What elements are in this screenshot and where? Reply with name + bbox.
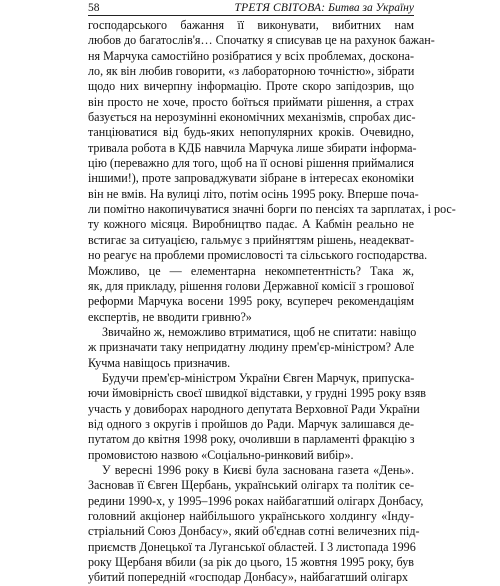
text-line: як, для прикладу, рішення голови Державної комісії з грошової (88, 278, 414, 293)
text-line: головний акціонер найбільшого українського холдингу «Інду- (88, 509, 414, 523)
text-line: Будучи прем'єр-міністром України Євген Марчук, припуска- (102, 370, 415, 385)
text-line: від одного з округів і пройшов до Ради. Марчук залишався де- (88, 416, 414, 431)
text-line: базується на нерозумінні економічних механізмів, спробах дис- (88, 110, 416, 125)
paragraph (88, 462, 424, 586)
running-head (235, 1, 414, 15)
text-line: приємств Донецької та Луганської областей. І 3 листопада 1996 (88, 539, 416, 554)
text-line: ли помітно накопичуватися значні борги по пенсіях та зарплатах, і рос- (88, 202, 456, 217)
body-text (88, 18, 456, 586)
text-line: стріальний Союз Донбасу», який об'єднав сотні величезних під- (88, 524, 420, 539)
text-line: ня Марчука самостійно розібратися у всіх проблемах, доскона- (88, 48, 414, 63)
text-line: встигає за ситуацією, гальмує з прийняттям рішень, неадекват- (88, 232, 414, 247)
text-line: щодо них вичерпну інформацію. Проте скоро запідозрив, що (88, 79, 414, 94)
text-line: іншими!), проте запроваджувати зібране в інтересах економіки (88, 171, 414, 186)
page-number: 58 (88, 2, 100, 14)
book-subtitle: Битва за Україну (328, 2, 414, 14)
page-header (88, 1, 414, 15)
text-line: ж призначати таку непридатну людину прем'єр-міністром? Але (88, 340, 415, 355)
text-line: господарського бажання її виконувати, вибитних нам (88, 18, 414, 32)
book-title: ТРЕТЯ СВІТОВА: (234, 2, 326, 14)
paragraph (88, 18, 456, 325)
text-line: Звичайно ж, неможливо втриматися, щоб не спитати: навіщо (102, 324, 417, 339)
text-line: Можливо, це — елементарна некомпетентність? Така ж, (88, 263, 414, 278)
text-line: цію (переважно для того, щоб на її основі рішення приймалися (88, 156, 414, 171)
text-line: він просто не хоче, просто боїться приймати рішення, а страх (88, 94, 414, 109)
text-line: тривала робота в КДБ навчила Марчука лише збирати інформа- (88, 140, 417, 155)
text-line: любов до багатослів'я… Спочатку я списував це на рахунок бажан- (88, 33, 435, 48)
paragraph (88, 324, 417, 371)
text-line: року Щербаня вбили (за рік до цього, 15 жовтня 1995 року, був (88, 555, 414, 570)
text-line: участь у довиборах народного депутата Верховної Ради України (88, 401, 420, 416)
text-line: ту кожного місяця. Виробництво падає. А Кабмін реально не (88, 217, 414, 232)
text-line: Кучма навіщось призначив. (88, 355, 231, 370)
text-line: убитий попередній «господар Донбасу», найбагатший олігарх (88, 570, 409, 585)
text-line: У вересні 1996 року в Києві була заснована газета «День». (102, 462, 414, 477)
text-line: танціюватися від будь-яких непопулярних кроків. Очевидно, (88, 125, 414, 140)
text-line: ючи ймовірність своєї швидкої відставки, у грудні 1995 року взяв (88, 386, 426, 401)
text-line: він не вмів. На вулиці літо, потім осінь 1995 року. Вперше поча- (88, 186, 419, 201)
text-line: но реагує на проблеми промисловості та сільського господарства. (88, 248, 428, 263)
text-line: Засновав її Євген Щербань, український олігарх та політик се- (88, 478, 414, 493)
header-rule (88, 15, 414, 16)
text-line: реформи Марчука восени 1995 року, всупереч рекомендаціям (88, 294, 414, 309)
text-line: промовистою назвою «Соціально-ринковий вибір». (88, 447, 354, 462)
text-line: ло, як він любив говорити, «з лабораторною точністю», зібрати (88, 64, 415, 79)
text-line: редини 1990-х, у 1995–1996 роках найбагатший олігарх Донбасу, (88, 493, 424, 508)
text-line: експертів, не вводити гривню?» (88, 309, 252, 324)
paragraph (88, 370, 426, 463)
text-line: путатом до квітня 1998 року, очоливши в парламенті фракцію з (88, 432, 415, 447)
